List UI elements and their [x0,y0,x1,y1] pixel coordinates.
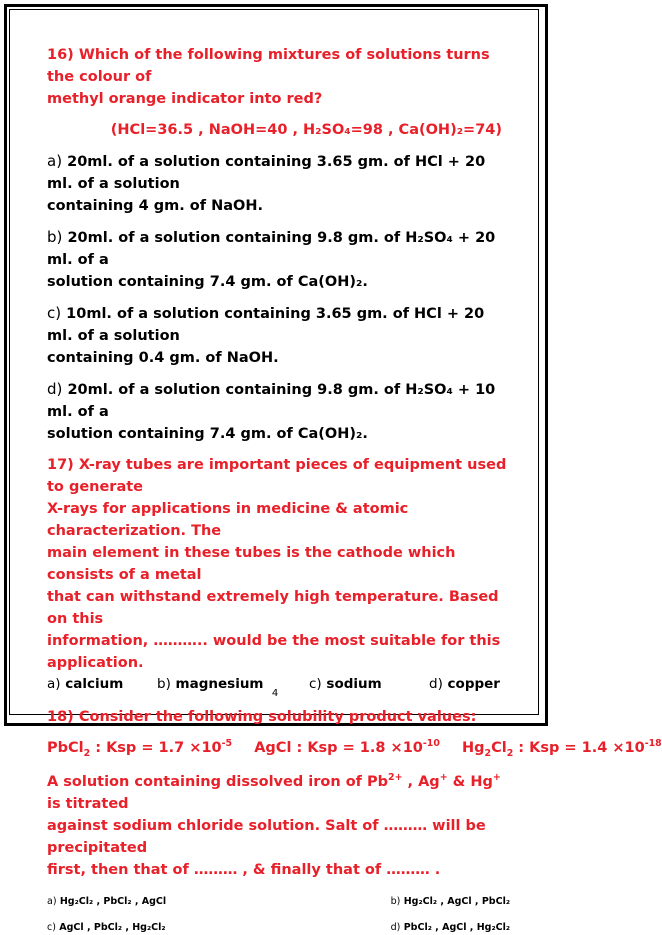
question-16 [47,44,510,445]
page-content [47,44,662,935]
q16-option-b [47,226,510,293]
q16-option-a-line1: 20ml. of a solution containing 3.65 gm. of HCl + 20 ml. of a solution [47,154,486,192]
page-number: 4 [271,688,279,699]
q18-option-b: b) Hg₂Cl₂ , AgCl , PbCl₂ [390,896,510,907]
q17-choice-a-letter: a) [47,676,61,692]
ksp-hg2cl2: $Hg_2Cl_2$ : Ksp = $1.4 \times 10^{-18}$ [462,738,662,759]
q18-options-row2 [47,921,510,935]
q16-atomic-masses: (HCl=36.5 , NaOH=40 , H₂SO₄=98 , Ca(OH)₂=74) [110,122,502,138]
q18-option-a: a) Hg₂Cl₂ , PbCl₂ , AgCl [47,896,167,907]
q16-option-b-letter: b) [47,228,63,246]
ksp-agcl: AgCl : Ksp = $1.8 \times 10^{-10}$ [254,738,440,756]
q17-line3: main element in these tubes is the cathode which consists of a metal [47,545,456,583]
q17-choice-b-text: magnesium [175,676,264,692]
q16-option-b-line1: 20ml. of a solution containing 9.8 gm. of H₂SO₄ + 20 ml. of a [47,230,496,268]
q16-stem-line1: 16) Which of the following mixtures of solutions turns the colour of [47,47,490,85]
q18-option-d: d) PbCl₂ , AgCl , Hg₂Cl₂ [390,922,510,933]
q16-option-d-line2: solution containing 7.4 gm. of Ca(OH)₂. [47,426,368,442]
q17-line4: that can withstand extremely high temperature. Based on this [47,589,499,627]
q17-line5: information, ……….. would be the most suitable for this application. [47,633,501,671]
q18-stem: 18) Consider the following solubility product values: [47,709,477,725]
q18-body-line1: A solution containing dissolved iron of $Pb^{2+}$ , Ag+ & Hg+ is titrated [47,772,501,812]
q17-choice-c-letter: c) [309,676,322,692]
q18-body-line2: against sodium chloride solution. Salt of ……… will be precipitated [47,818,486,856]
q18-option-c: c) AgCl , PbCl₂ , Hg₂Cl₂ [47,922,166,933]
q16-option-a-letter: a) [47,152,63,170]
q17-choice-d-text: copper [447,676,500,692]
q16-stem-line2: methyl orange indicator into red? [47,91,323,107]
q16-option-d-line1: 20ml. of a solution containing 9.8 gm. of H₂SO₄ + 10 ml. of a [47,382,496,420]
ksp-pbcl2: PbCl$_2$ : Ksp = $1.7 \times 10^{-5}$ [47,738,233,759]
q16-option-a [47,150,510,217]
q16-option-c [47,302,510,369]
q16-option-d [47,378,510,445]
q17-choice-a-text: calcium [65,676,124,692]
q16-option-c-line1: 10ml. of a solution containing 3.65 gm. of HCl + 20 ml. of a solution [47,306,485,344]
q16-option-c-line2: containing 0.4 gm. of NaOH. [47,350,279,366]
q16-option-a-line2: containing 4 gm. of NaOH. [47,198,263,214]
question-18 [47,706,662,935]
q17-choice-b-letter: b) [157,676,171,692]
q17-line2: X-rays for applications in medicine & atomic characterization. The [47,501,409,539]
q18-body-line3: first, then that of ……… , & finally that of ……… . [47,862,441,878]
q17-choice-c-text: sodium [326,676,382,692]
q16-option-d-letter: d) [47,380,63,398]
q18-ksp-values [47,737,662,759]
q17-choice-d-letter: d) [429,676,443,692]
q17-line1: 17) X-ray tubes are important pieces of equipment used to generate [47,457,507,495]
q16-option-b-line2: solution containing 7.4 gm. of Ca(OH)₂. [47,274,368,290]
question-17 [47,454,510,694]
q18-options-row1 [47,895,510,909]
q16-option-c-letter: c) [47,304,62,322]
